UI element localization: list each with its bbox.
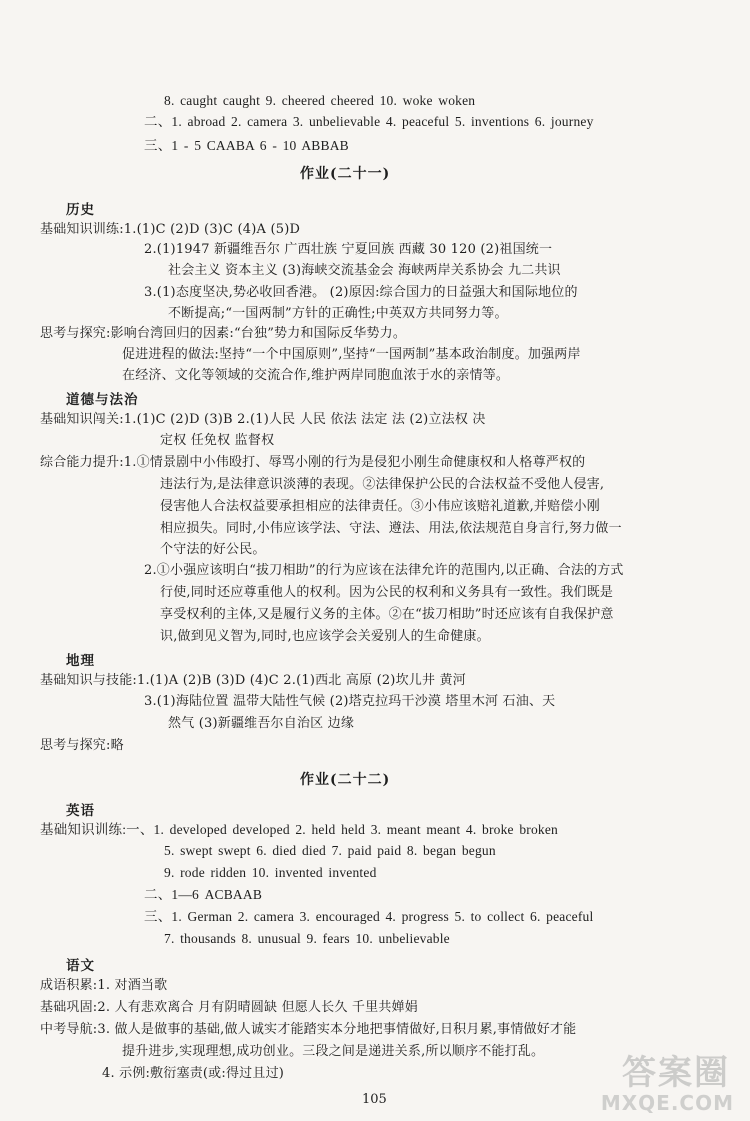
text-line: 行使,同时还应尊重他人的权利。因为公民的权利和义务具有一致性。我们既是 [160, 585, 614, 600]
text-line: 2.①小强应该明白“拔刀相助”的行为应该在法律允许的范围内,以正确、合法的方式 [144, 563, 624, 578]
text-line: 3.(1)态度坚决,势必收回香港。 (2)原因:综合国力的日益强大和国际地位的 [144, 285, 578, 300]
subject-heading: 英语 [66, 803, 95, 819]
page-number: 105 [362, 1092, 387, 1107]
subject-heading: 语文 [66, 958, 95, 974]
text-line: 基础巩固:2. 人有悲欢离合 月有阴晴圆缺 但愿人长久 千里共婵娟 [40, 1000, 418, 1015]
text-line: 5. swept swept 6. died died 7. paid paid 8. began begun [164, 843, 496, 858]
text-line: 三、1. German 2. camera 3. encouraged 4. progress 5. to collect 6. peaceful [144, 909, 594, 924]
text-line: 2.(1)1947 新疆维吾尔 广西壮族 宁夏回族 西藏 30 120 (2)祖国统一 [144, 242, 553, 257]
subject-heading: 地理 [66, 653, 95, 669]
text-line: 相应损失。同时,小伟应该学法、守法、遵法、用法,依法规范自身言行,努力做一 [160, 521, 622, 536]
text-line: 侵害他人合法权益要承担相应的法律责任。③小伟应该赔礼道歉,并赔偿小刚 [160, 499, 600, 514]
text-line: 8. caught caught 9. cheered cheered 10. woke woken [164, 93, 476, 108]
text-line: 思考与探究:影响台湾回归的因素:“台独”势力和国际反华势力。 [40, 326, 407, 341]
text-line: 中考导航:3. 做人是做事的基础,做人诚实才能踏实本分地把事情做好,日积月累,事情做好才能 [40, 1022, 577, 1037]
text-line: 思考与探究:略 [40, 738, 124, 753]
text-line: 基础知识训练:一、1. developed developed 2. held held 3. meant meant 4. broke broken [40, 822, 559, 837]
watermark-text: 答案圈 [622, 1053, 730, 1093]
text-line: 基础知识训练:1.(1)C (2)D (3)C (4)A (5)D [40, 222, 301, 237]
text-line: 三、1 - 5 CAABA 6 - 10 ABBAB [144, 138, 349, 153]
watermark-logo [594, 1039, 744, 1119]
text-line: 二、1—6 ACBAAB [144, 887, 263, 902]
text-line: 不断提高;“一国两制”方针的正确性;中英双方共同努力等。 [168, 306, 508, 321]
text-line: 然气 (3)新疆维吾尔自治区 边缘 [168, 716, 355, 731]
text-line: 定权 任免权 监督权 [160, 433, 275, 448]
text-line: 在经济、文化等领域的交流合作,维护两岸同胞血浓于水的亲情等。 [122, 368, 510, 383]
text-line: 促进进程的做法:坚持“一个中国原则”,坚持“一国两制”基本政治制度。加强两岸 [122, 347, 581, 362]
text-line: 7. thousands 8. unusual 9. fears 10. unbelievable [164, 931, 450, 946]
text-line: 社会主义 资本主义 (3)海峡交流基金会 海峡两岸关系协会 九二共识 [168, 263, 561, 278]
text-line: 个守法的好公民。 [160, 542, 266, 557]
subject-heading: 道德与法治 [66, 392, 139, 408]
text-line: 违法行为,是法律意识淡薄的表现。②法律保护公民的合法权益不受他人侵害, [160, 477, 605, 492]
subject-heading: 历史 [66, 202, 95, 218]
text-line: 二、1. abroad 2. camera 3. unbelievable 4. peaceful 5. inventions 6. journey [144, 114, 594, 129]
watermark-url: MXQE.COM [600, 1091, 734, 1115]
text-line: 4. 示例:敷衍塞责(或:得过且过) [102, 1066, 285, 1081]
text-line: 基础知识与技能:1.(1)A (2)B (3)D (4)C 2.(1)西北 高原 (2)坎儿井 黄河 [40, 673, 466, 688]
assignment-heading: 作业(二十二) [300, 772, 391, 788]
text-line: 基础知识闯关:1.(1)C (2)D (3)B 2.(1)人民 人民 依法 法定 法 (2)立法权 决 [40, 412, 486, 427]
text-line: 成语积累:1. 对酒当歌 [40, 978, 168, 993]
text-line: 综合能力提升:1.①情景剧中小伟殴打、辱骂小刚的行为是侵犯小刚生命健康权和人格尊严权的 [40, 455, 586, 470]
text-line: 9. rode ridden 10. invented invented [164, 865, 377, 880]
text-line: 享受权利的主体,又是履行义务的主体。②在“拔刀相助”时还应该有自我保护意 [160, 607, 614, 622]
text-line: 提升进步,实现理想,成功创业。三段之间是递进关系,所以顺序不能打乱。 [122, 1044, 545, 1059]
text-line: 识,做到见义智为,同时,也应该学会关爱别人的生命健康。 [160, 629, 490, 644]
text-line: 3.(1)海陆位置 温带大陆性气候 (2)塔克拉玛干沙漠 塔里木河 石油、天 [144, 694, 556, 709]
assignment-heading: 作业(二十一) [300, 166, 391, 182]
